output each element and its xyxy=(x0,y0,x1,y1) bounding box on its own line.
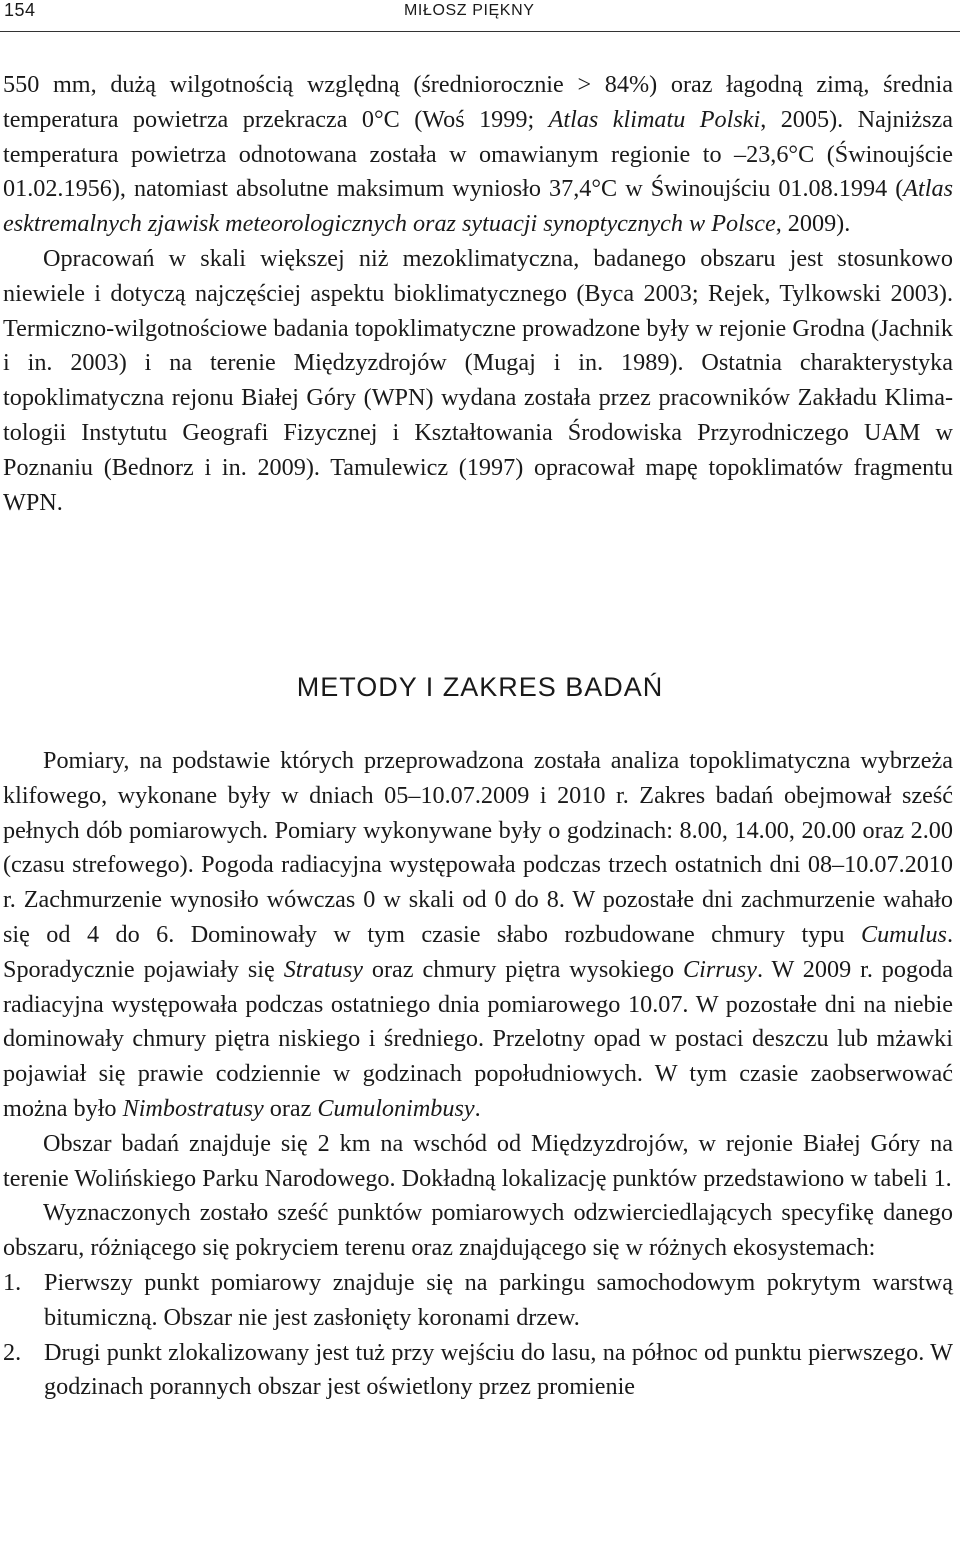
paragraph: Opracowań w skali większej niż mezoklimatyczna, badanego obszaru jest stosunkowo niewiele i dotyczą najczęściej aspektu bioklimatycznego (Byca 2003; Rejek, Tylkowski 2003). Termiczno-wilgotnościowe badania topoklimatyczne prowadzone były w rejonie Grodna (Jachnik i in. 2003) i na terenie Międzyzdrojów (Mugaj i in. 1989). Ostatnia charakterystyka topoklimatyczna rejonu Białej Góry (WPN) wydana została przez pracowników Zakładu Klimatologii Instytutu Geografi Fizycznej i Kształtowania Środowiska Przyrodniczego UAM w Poznaniu (Bednorz i in. 2009). Tamulewicz (1997) opracował mapę topoklimatów fragmentu WPN. xyxy=(3,244,953,516)
running-title: MIŁOSZ PIĘKNY xyxy=(404,2,535,19)
text-run: oraz xyxy=(263,1094,318,1122)
text-run: oraz chmury piętra wysokiego xyxy=(362,955,684,983)
paragraph xyxy=(3,68,953,242)
italic-term: Cirrusy xyxy=(683,955,757,983)
text-run: , 2005). Najniższa temperatura powietrza odnotowana została w omawianym regionie to –23,6°C (Świnoujście 01.02.1956), natomiast absolutne maksimum wyniosło 37,4°C w Świnoujściu 01.08.1994 ( xyxy=(3,105,953,203)
italic-term: Cumulus xyxy=(860,920,947,948)
list-item xyxy=(3,1336,953,1406)
list-item xyxy=(3,1266,953,1336)
text-run: . W 2009 r. pogoda radiacyjna występowała podczas ostatniego dnia pomiarowego 10.07. W pozostałe dni na niebie dominowały chmury piętra niskiego i średniego. Przelotny opad w postaci deszczu lub mżawki pojawiał się prawie codziennie w godzinach popołudniowych. W tym czasie zaobserwować można było xyxy=(3,955,954,1122)
text-run: . xyxy=(474,1094,481,1122)
page-number: 154 xyxy=(4,0,36,20)
list-item-number: 1. xyxy=(3,1268,22,1296)
list-item-text: Pierwszy punkt pomiarowy znajduje się na parkingu samochodowym pokrytym warstwą bitumiczną. Obszar nie jest zasłonięty koronami drzew. xyxy=(44,1268,953,1331)
text-run: Pomiary, na podstawie których przeprowadzona została analiza topoklimatyczna wybrzeża klifowego, wykonane były w dniach 05–10.07.2009 i 2010 r. Zakres badań obejmował sześć pełnych dób pomiarowych. Pomiary wykonywane były o godzinach: 8.00, 14.00, 20.00 oraz 2.00 (czasu strefowego). Pogoda radiacyjna występowała podczas trzech ostatnich dni 08–10.07.2010 r. Zachmurzenie wynosiło wówczas 0 w skali od 0 do 8. W pozostałe dni zachmurzenie wahało się od 4 do 6. Dominowały w tym czasie słabo rozbudowane chmury typu xyxy=(3,747,953,948)
list-item-number: 2. xyxy=(3,1338,22,1366)
paragraph: Wyznaczonych zostało sześć punktów pomiarowych odzwierciedlających specyfikę danego obszaru, różniącego się pokryciem terenu oraz znajdującego się w różnych ekosystemach: xyxy=(3,1199,953,1262)
italic-term: Cumulonimbusy xyxy=(317,1094,475,1122)
intro-text xyxy=(3,68,953,520)
italic-title: Atlas esktremalnych zjawisk meteorologicznych oraz sytuacji synoptycznych w Polsce xyxy=(3,175,953,238)
paragraph: Obszar badań znajduje się 2 km na wschód od Międzyzdrojów, w rejonie Białej Góry na terenie Wolińskiego Parku Narodowego. Dokładną lokalizację punktów przedstawiono w tabeli 1. xyxy=(3,1129,953,1192)
text-run: , 2009). xyxy=(775,210,851,238)
section-text xyxy=(3,744,953,1405)
italic-term: Stratusy xyxy=(283,955,363,983)
list-item-text: Drugi punkt zlokalizowany jest tuż przy wejściu do lasu, na północ od punktu pierwszego. W godzinach porannych obszar jest oświetlony przez promienie xyxy=(44,1338,953,1401)
italic-title: Atlas klimatu Polski xyxy=(548,105,761,133)
measurement-points-list xyxy=(3,1266,953,1405)
text-run: 550 mm, dużą wilgotnością względną (średniorocznie > 84%) oraz łagodną zimą, średnia temperatura powietrza przekracza 0°C (Woś 1999; xyxy=(3,71,953,133)
italic-term: Nimbostratusy xyxy=(122,1094,264,1122)
running-header xyxy=(0,0,960,30)
header-rule xyxy=(0,31,960,32)
section-heading: METODY I ZAKRES BADAŃ xyxy=(296,672,664,702)
text-run: . Sporadycznie pojawiały się xyxy=(3,920,953,983)
paragraph xyxy=(3,744,953,1127)
